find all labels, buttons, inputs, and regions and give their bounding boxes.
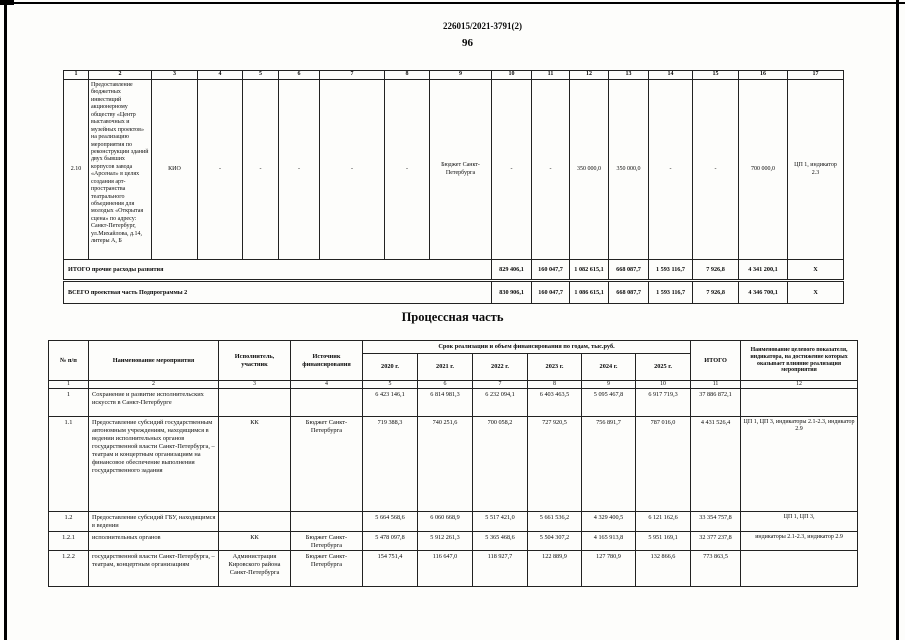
- cell-itogo-label: ИТОГО прочие расходы развития: [64, 260, 492, 280]
- cell-index: 1.2.2: [49, 551, 89, 587]
- header-year: 2022 г.: [473, 354, 528, 381]
- header-year: 2020 г.: [363, 354, 418, 381]
- cell-value-2024: 4 329 400,5: [582, 512, 636, 532]
- cell-executor: [219, 512, 291, 532]
- cell-executor: Администрация Кировского района Санкт-Петербурга: [219, 551, 291, 587]
- cell-measure-name: Сохранение и развитие исполнительских искусств в Санкт-Петербурге: [89, 389, 219, 417]
- col-number: 12: [741, 381, 858, 389]
- cell-value-2024: -: [649, 80, 693, 260]
- cell-indicator: [741, 389, 858, 417]
- cell-value-2020: 719 388,3: [363, 417, 418, 512]
- cell-dash: -: [279, 80, 320, 260]
- column-numbers-row: [64, 71, 844, 80]
- cell-dash: -: [198, 80, 243, 260]
- cell-funding-source: [291, 389, 363, 417]
- cell-value-2023: 5 661 536,2: [528, 512, 582, 532]
- cell-dash: -: [243, 80, 279, 260]
- col-number: 1: [64, 71, 89, 80]
- cell-total: 4 431 526,4: [691, 417, 741, 512]
- col-number: 11: [532, 71, 570, 80]
- row-2-10: [64, 80, 844, 260]
- cell-value-2022: 5 365 468,6: [473, 532, 528, 551]
- section-title: Процессная часть: [401, 310, 504, 324]
- cell-value-2020: 5 478 097,8: [363, 532, 418, 551]
- col-number: 12: [570, 71, 609, 80]
- column-numbers-row: [49, 381, 858, 389]
- cell-total: 37 886 872,1: [691, 389, 741, 417]
- cell-index: 1.1: [49, 417, 89, 512]
- cell-value-2020: 830 906,1: [492, 282, 532, 304]
- cell-dash: -: [385, 80, 430, 260]
- col-number: 17: [788, 71, 844, 80]
- cell-value-2025: 5 951 169,1: [636, 532, 691, 551]
- cell-value-2025: 6 917 719,3: [636, 389, 691, 417]
- cell-measure-name: Предоставление бюджетных инвестиций акционерному обществу «Центр выставочных и музейных проектов» на реализацию мероприятия по реконструкции зданий двух бывших корпусов завода «Арсенал» в целях создания арт-пространства театрального объединения для молодых «Открытая сцена» по адресу: Санкт-Петербург, ул.Михайлова, д.14, литеры А, Б: [89, 80, 152, 260]
- cell-value-2023: 668 087,7: [609, 282, 649, 304]
- cell-index: 1.2.1: [49, 532, 89, 551]
- col-number: 11: [691, 381, 741, 389]
- cell-indicator: ЦП 1, ЦП 3,: [741, 512, 858, 532]
- col-number: 10: [492, 71, 532, 80]
- col-number: 4: [291, 381, 363, 389]
- header-period: Срок реализации и объем финансирования по годам, тыс.руб.: [363, 341, 691, 354]
- project-part-total-table: [63, 281, 844, 304]
- cell-value-2022: 6 232 094,1: [473, 389, 528, 417]
- cell-value-2020: 5 664 568,6: [363, 512, 418, 532]
- cell-measure-name: государственной власти Санкт-Петербурга, – театрам, концертным организациям: [89, 551, 219, 587]
- cell-measure-name: Предоставление субсидий ГБУ, находящимся в ведении: [89, 512, 219, 532]
- col-number: 6: [418, 381, 473, 389]
- cell-value-2023: 727 920,5: [528, 417, 582, 512]
- header-executor: Исполнитель, участник: [219, 341, 291, 381]
- header-year: 2023 г.: [528, 354, 582, 381]
- row-1-2-1: [49, 532, 858, 551]
- cell-indicator: ЦП 1, ЦП 3, индикаторы 2.1-2.3, индикатор 2.9: [741, 417, 858, 512]
- col-number: 15: [693, 71, 739, 80]
- cell-value-2022: 118 927,7: [473, 551, 528, 587]
- cell-value-2023: 6 403 463,5: [528, 389, 582, 417]
- cell-value-2023: 122 889,9: [528, 551, 582, 587]
- cell-funding-source: Бюджет Санкт-Петербурга: [291, 551, 363, 587]
- cell-value-2024: 1 593 116,7: [649, 282, 693, 304]
- cell-measure-name: исполнительных органов: [89, 532, 219, 551]
- col-number: 5: [363, 381, 418, 389]
- cell-value-2025: 7 926,8: [693, 260, 739, 280]
- col-number: 10: [636, 381, 691, 389]
- cell-executor: КИО: [152, 80, 198, 260]
- col-number: 8: [385, 71, 430, 80]
- cell-total: 4 341 200,1: [739, 260, 788, 280]
- cell-value-2020: 6 423 146,1: [363, 389, 418, 417]
- header-total: ИТОГО: [691, 341, 741, 381]
- cell-executor: [219, 389, 291, 417]
- col-number: 16: [739, 71, 788, 80]
- cell-indicator: индикаторы 2.1-2.3, индикатор 2.9: [741, 532, 858, 551]
- cell-index: 2.10: [64, 80, 89, 260]
- col-number: 7: [320, 71, 385, 80]
- cell-executor: КК: [219, 532, 291, 551]
- row-1-1: [49, 417, 858, 512]
- scan-artifact-top-line: [0, 2, 905, 4]
- col-number: 4: [198, 71, 243, 80]
- row-vsego: [64, 282, 844, 304]
- col-number: 13: [609, 71, 649, 80]
- cell-value-2022: 1 086 615,1: [570, 282, 609, 304]
- col-number: 5: [243, 71, 279, 80]
- cell-value-2021: 740 251,6: [418, 417, 473, 512]
- scan-artifact-corner: [0, 0, 14, 5]
- cell-indicator: ЦП 1, индикатор 2.3: [788, 80, 844, 260]
- cell-value-2022: 700 058,2: [473, 417, 528, 512]
- cell-value-2022: 350 000,0: [570, 80, 609, 260]
- cell-value-2021: 6 814 981,3: [418, 389, 473, 417]
- cell-value-2025: -: [693, 80, 739, 260]
- cell-value-2021: 6 060 668,9: [418, 512, 473, 532]
- header-year: 2021 г.: [418, 354, 473, 381]
- cell-total: 32 377 237,8: [691, 532, 741, 551]
- row-itogo: [64, 260, 844, 280]
- col-number: 7: [473, 381, 528, 389]
- cell-dash: -: [320, 80, 385, 260]
- col-number: 2: [89, 71, 152, 80]
- document-reference: 226015/2021-3791(2): [443, 21, 522, 31]
- cell-value-2025: 787 016,0: [636, 417, 691, 512]
- col-number: 9: [430, 71, 492, 80]
- cell-measure-name: Предоставление субсидий государственным автономным учреждениям, находящимся в ведении исполнительных органов государственной власти Санкт-Петербурга, – театрам и концертным организациям на финансовое обеспечение выполнения государственного задания: [89, 417, 219, 512]
- cell-indicator: [741, 551, 858, 587]
- cell-total: 700 000,0: [739, 80, 788, 260]
- row-1: [49, 389, 858, 417]
- col-number: 8: [528, 381, 582, 389]
- process-part-table: [48, 340, 858, 587]
- page-number: 96: [462, 37, 473, 49]
- cell-index: 1.2: [49, 512, 89, 532]
- col-number: 14: [649, 71, 693, 80]
- header-year: 2024 г.: [582, 354, 636, 381]
- cell-value-2020: 154 751,4: [363, 551, 418, 587]
- cell-total: 33 354 757,8: [691, 512, 741, 532]
- cell-value-2025: 7 926,8: [693, 282, 739, 304]
- col-number: 2: [89, 381, 219, 389]
- cell-indicator: X: [788, 260, 844, 280]
- col-number: 9: [582, 381, 636, 389]
- cell-funding-source: [291, 512, 363, 532]
- header-indicator: Наименование целевого показателя, индикатора, на достижение которых оказывает влияние реализация мероприятия: [741, 341, 858, 381]
- header-funding-source: Источник финансирования: [291, 341, 363, 381]
- cell-value-2020: -: [492, 80, 532, 260]
- col-number: 3: [152, 71, 198, 80]
- cell-value-2020: 829 406,1: [492, 260, 532, 280]
- cell-value-2024: 756 891,7: [582, 417, 636, 512]
- cell-executor: КК: [219, 417, 291, 512]
- cell-value-2021: 116 647,0: [418, 551, 473, 587]
- cell-value-2024: 4 165 913,8: [582, 532, 636, 551]
- cell-vsego-label: ВСЕГО проектная часть Подпрограммы 2: [64, 282, 492, 304]
- header-measure-name: Наименование мероприятия: [89, 341, 219, 381]
- col-number: 6: [279, 71, 320, 80]
- header-year: 2025 г.: [636, 354, 691, 381]
- project-part-table: [63, 70, 844, 280]
- cell-value-2022: 5 517 421,0: [473, 512, 528, 532]
- cell-value-2023: 668 087,7: [609, 260, 649, 280]
- cell-value-2025: 132 866,6: [636, 551, 691, 587]
- cell-value-2021: 160 047,7: [532, 282, 570, 304]
- row-1-2-2: [49, 551, 858, 587]
- cell-value-2021: 5 912 261,3: [418, 532, 473, 551]
- cell-indicator: X: [788, 282, 844, 304]
- header-num: № п/п: [49, 341, 89, 381]
- row-1-2: [49, 512, 858, 532]
- cell-funding-source: Бюджет Санкт-Петербурга: [291, 532, 363, 551]
- cell-funding-source: Бюджет Санкт-Петербурга: [291, 417, 363, 512]
- cell-value-2024: 1 593 116,7: [649, 260, 693, 280]
- cell-total: 4 346 700,1: [739, 282, 788, 304]
- cell-value-2023: 5 504 307,2: [528, 532, 582, 551]
- cell-index: 1: [49, 389, 89, 417]
- col-number: 3: [219, 381, 291, 389]
- cell-value-2023: 350 000,0: [609, 80, 649, 260]
- cell-total: 773 863,5: [691, 551, 741, 587]
- cell-value-2024: 127 780,9: [582, 551, 636, 587]
- cell-value-2024: 5 095 467,8: [582, 389, 636, 417]
- header-row: [49, 341, 858, 354]
- cell-value-2021: -: [532, 80, 570, 260]
- cell-funding-source: Бюджет Санкт-Петербурга: [430, 80, 492, 260]
- cell-value-2022: 1 082 615,1: [570, 260, 609, 280]
- col-number: 1: [49, 381, 89, 389]
- cell-value-2025: 6 121 162,6: [636, 512, 691, 532]
- cell-value-2021: 160 047,7: [532, 260, 570, 280]
